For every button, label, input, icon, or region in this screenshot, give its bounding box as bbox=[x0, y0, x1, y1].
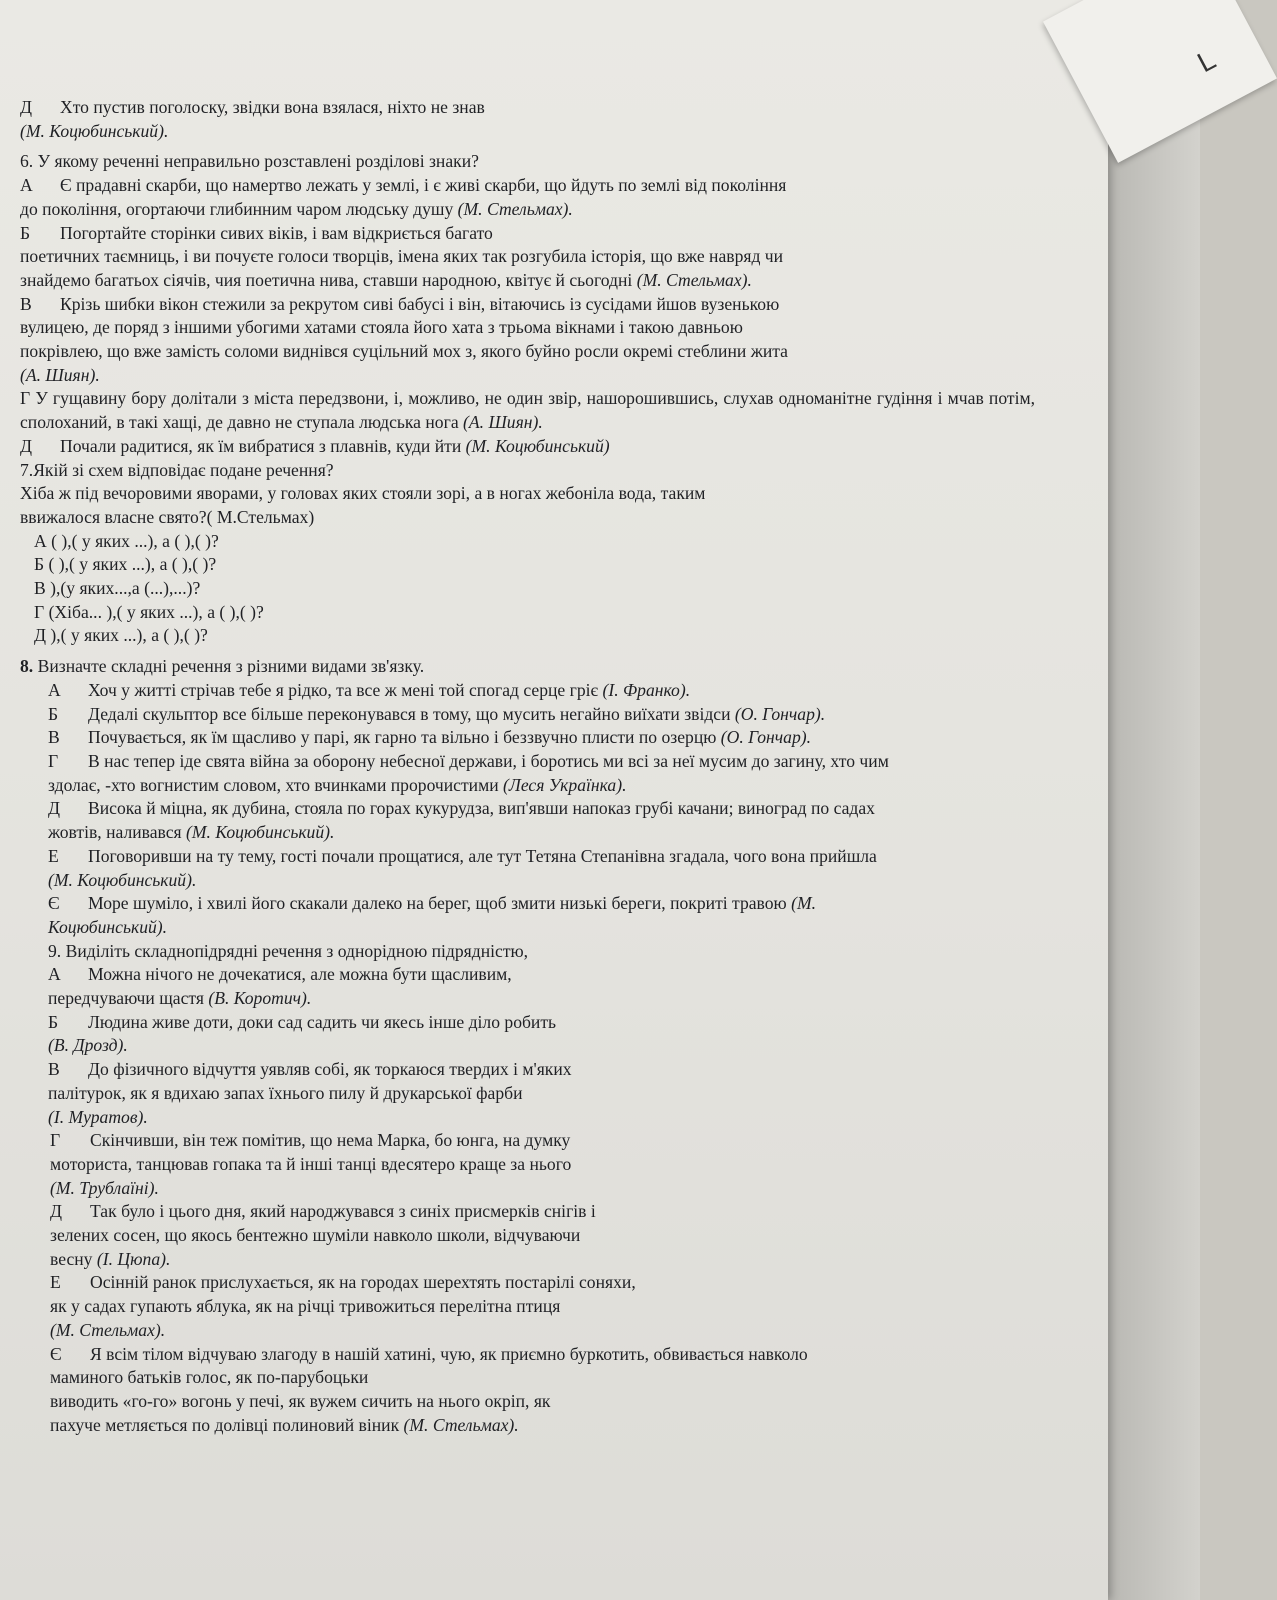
q9-option-e-author: (М. Стельмах). bbox=[50, 1319, 166, 1340]
q9-option-a: А Можна нічого не дочекатися, але можна бути щасливим, bbox=[48, 964, 512, 985]
q9-option-g-author: (М. Трублаїні). bbox=[50, 1177, 159, 1198]
q7-title: 7.Якій зі схем відповідає подане речення? bbox=[20, 459, 334, 480]
q7-option-b: Б ( ),( у яких ...), а ( ),( )? bbox=[34, 554, 217, 575]
q9-title: 9. Виділіть складнопідрядні речення з однорідною підрядністю, bbox=[48, 940, 529, 961]
q5-option-d-text: Хто пустив поголоску, звідки вона взялася, ніхто не знав bbox=[60, 97, 485, 117]
q5-option-d-author: (М. Коцюбинський). bbox=[20, 120, 169, 141]
q8-option-g: Г В нас тепер іде свята війна за оборону небесної держави, і боротись ми всі за неї мусим до загину, хто чим bbox=[48, 750, 889, 771]
q6-option-a: А Є прадавні скарби, що намертво лежать у землі, і є живі скарби, що йдуть по землі від покоління bbox=[20, 175, 787, 196]
q5-option-d: Д Хто пустив поголоску, звідки вона взялася, ніхто не знав bbox=[20, 97, 485, 117]
q6-option-d: Д Почали радитися, як їм вибратися з плавнів, куди йти (М. Коцюбинський) bbox=[20, 435, 610, 456]
q6-option-v-author: (А. Шиян). bbox=[20, 364, 100, 385]
q9-option-v-author: (І. Муратов). bbox=[48, 1106, 148, 1127]
q6-option-b: Б Погортайте сторінки сивих віків, і вам відкриється багато bbox=[20, 222, 493, 243]
q8-option-d-cont: жовтів, наливався (М. Коцюбинський). bbox=[48, 822, 335, 843]
q9-option-g: Г Скінчивши, він теж помітив, що нема Марка, бо юнга, на думку bbox=[50, 1130, 571, 1151]
background-paper-edge bbox=[1108, 0, 1200, 1600]
q9-option-b: Б Людина живе доти, доки сад садить чи якесь інше діло робить bbox=[48, 1011, 557, 1032]
q7-option-a: А ( ),( у яких ...), а ( ),( )? bbox=[34, 530, 219, 551]
q8-option-g-cont: здолає, -хто вогнистим словом, хто вчинками пророчистими (Леся Українка). bbox=[48, 774, 627, 795]
q8-option-e: Е Поговоривши на ту тему, гості почали прощатися, але тут Тетяна Степанівна згадала, чого вона прийшла bbox=[48, 845, 877, 866]
q6-option-v-cont2: покрівлею, що вже замість соломи виднівся суцільний мох з, якого буйно росли окремі стеблини жита bbox=[20, 341, 788, 362]
q8-option-ye: Є Море шуміло, і хвилі його скакали далеко на берег, щоб змити низькі береги, покриті травою (М. bbox=[48, 893, 817, 914]
q6-option-a-author: (М. Стельмах). bbox=[457, 198, 573, 219]
q9-option-d-cont: зелених сосен, що якось бентежно шуміли навколо школи, відчуваючи bbox=[50, 1225, 581, 1246]
q7-option-g: Г (Хіба... ),( у яких ...), а ( ),( )? bbox=[34, 601, 264, 622]
q6-title: 6. У якому реченні неправильно розставлені розділові знаки? bbox=[20, 151, 479, 172]
q7-option-v: В ),(у яких...,а (...),...)? bbox=[34, 578, 201, 599]
q9-option-ye-cont2: виводить «го-го» вогонь у печі, як вужем сичить на нього окріп, як bbox=[50, 1390, 551, 1411]
q9-option-v: В До фізичного відчуття уявляв собі, як торкаюся твердих і м'яких bbox=[48, 1059, 572, 1080]
q8-option-d: Д Висока й міцна, як дубина, стояла по горах кукурудза, вип'явши напоказ грубі качани; виноград по садах bbox=[48, 798, 875, 819]
q9-option-ye-cont3: пахуче метляється по долівці полиновий віник (М. Стельмах). bbox=[50, 1414, 519, 1435]
q8-option-e-author: (М. Коцюбинський). bbox=[48, 869, 197, 890]
q6-option-g-author: (А. Шиян). bbox=[463, 412, 543, 433]
q8-option-ye-author: Коцюбинський). bbox=[48, 916, 168, 937]
q8-option-b: Б Дедалі скульптор все більше переконувався в тому, що мусить негайно виїхати звідси (О. Гончар). bbox=[48, 703, 826, 724]
q9-option-b-author: (В. Дрозд). bbox=[48, 1035, 128, 1056]
q8-option-v: В Почувається, як їм щасливо у парі, як гарно та вільно і беззвучно плисти по озерцю (О. Гончар). bbox=[48, 727, 812, 748]
q7-option-d: Д ),( у яких ...), а ( ),( )? bbox=[34, 625, 208, 646]
q9-option-ye: Є Я всім тілом відчуваю злагоду в нашій хатині, чую, як приємно буркотить, обвивається навколо bbox=[50, 1343, 808, 1364]
q7-sentence-cont: ввижалося власне свято?( М.Стельмах) bbox=[20, 506, 315, 527]
q8-number: 8. bbox=[20, 656, 34, 677]
q7-schemes bbox=[20, 530, 1035, 649]
q9-option-g-cont: моториста, танцював гопака та й інші танці вдесятеро краще за нього bbox=[50, 1153, 572, 1174]
q9-option-e: Е Осінній ранок прислухається, як на городах шерехтять постарілі соняхи, bbox=[50, 1272, 636, 1293]
q6-option-b-author: (М. Стельмах). bbox=[636, 269, 752, 290]
q6-option-d-author: (М. Коцюбинський) bbox=[465, 435, 610, 456]
document-content bbox=[20, 96, 1035, 1437]
q9-option-v-cont: палітурок, як я вдихаю запах їхнього пилу й друкарської фарби bbox=[48, 1082, 523, 1103]
q9-option-d-cont2: весну (І. Цюпа). bbox=[50, 1248, 171, 1269]
q6-option-a-cont: до покоління, огортаючи глибинним чаром людську душу (М. Стельмах). bbox=[20, 198, 573, 219]
q9-option-e-cont: як у садах гупають яблука, як на річці тривожиться перелітна птиця bbox=[50, 1296, 561, 1317]
q8-option-a: А Хоч у житті стрічав тебе я рідко, та все ж мені той спогад серце гріє (І. Франко). bbox=[48, 679, 691, 700]
corner-glyph: L bbox=[1192, 43, 1221, 79]
q6-option-v: В Крізь шибки вікон стежили за рекрутом сиві бабусі і він, вітаючись із сусідами йшов вузенькою bbox=[20, 293, 780, 314]
q9-option-ye-cont: маминого батьків голос, як по-парубоцьки bbox=[50, 1367, 369, 1388]
q6-option-b-cont2: знайдемо багатьох сіячів, чия поетична нива, ставши народною, квітує й сьогодні (М. Стельмах). bbox=[20, 269, 752, 290]
q8-title: 8. Визначте складні речення з різними видами зв'язку. bbox=[20, 656, 425, 677]
q9-option-d: Д Так було і цього дня, який народжувався з синіх присмерків снігів і bbox=[50, 1201, 596, 1222]
q6-option-g: Г У гущавину бору долітали з міста передзвони, і, можливо, не один звір, нашорошившись, слухав одноманітне гудіння і мчав потім, сполоханий, в такі хащі, де давно не ступала людська нога (А. Шиян). bbox=[20, 388, 1035, 433]
q9-option-a-cont: передчуваючи щастя (В. Коротич). bbox=[48, 988, 312, 1009]
q7-sentence: Хіба ж під вечоровими яворами, у головах яких стояли зорі, а в ногах жебоніла вода, таким bbox=[20, 483, 706, 504]
q6-option-v-cont: вулицею, де поряд з іншими убогими хатами стояла його хата з трьома вікнами і такою давньою bbox=[20, 317, 743, 338]
q6-option-b-cont: поетичних таємниць, і ви почуєте голоси творців, імена яких так розгубила історія, що вже навряд чи bbox=[20, 246, 784, 267]
